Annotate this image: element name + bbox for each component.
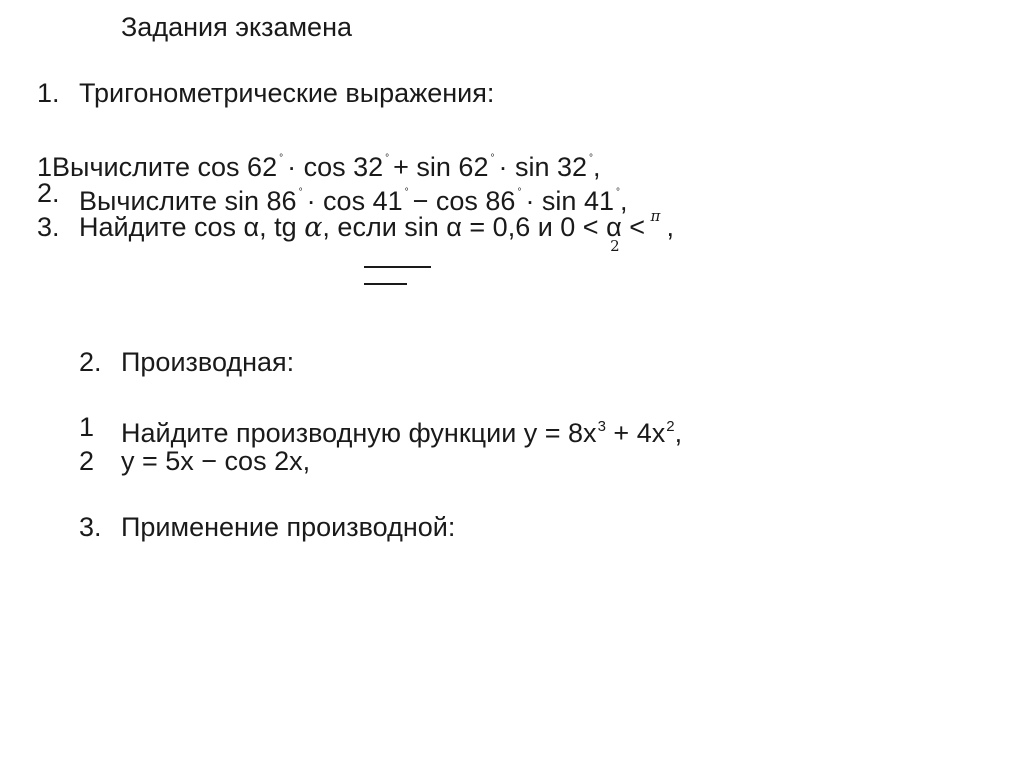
task-3-text-b: , если sin α = 0,6 и 0 < [322,212,599,242]
trig-task-3 [79,207,675,255]
pi-over-two [650,207,667,243]
exponent: 2 [666,418,675,435]
degree-sign: ° [517,187,522,198]
degree-sign: ° [404,187,409,198]
section-2-heading: Производная: [121,347,295,377]
task-1-part-3: + sin 62 [393,152,489,182]
derivative-task-2-number: 2 [79,446,95,476]
page-title: Задания экзамена [121,12,353,42]
degree-sign: ° [298,187,303,198]
task-1-tail: , [593,152,601,182]
denominator-two: 2 [610,237,620,255]
fraction-bar [364,283,407,285]
deriv-1-text-b: + 4x [613,418,666,448]
exponent: 3 [597,418,606,435]
degree-sign: ° [589,153,594,164]
trig-task-3-number: 3. [37,212,60,242]
section-2-number: 2. [79,347,102,377]
task-1-part-1: cos 62 [197,152,278,182]
alpha-plain: α [606,212,622,242]
alpha-fraction [606,211,622,255]
degree-sign: ° [615,187,620,198]
task-2-part-3: − cos 86 [412,186,516,216]
deriv-1-text-a: Найдите производную функции y = 8x [121,418,597,448]
task-1-part-4: · sin 32 [498,152,588,182]
pi-symbol: π [650,207,661,225]
task-2-tail: , [619,186,628,216]
task-2-part-2: · cos 41 [306,186,403,216]
section-3-heading: Применение производной: [121,512,456,542]
task-3-tail: , [666,212,675,242]
alpha-symbol: α [304,212,323,243]
derivative-task-1 [121,411,682,449]
section-1-heading: Тригонометрические выражения: [79,78,495,108]
degree-sign: ° [279,153,284,164]
fraction-bar [364,266,431,268]
task-1-part-2: · cos 32 [287,152,384,182]
trig-task-2-number: 2. [37,178,60,208]
task-1-prefix: 1 [37,152,53,182]
derivative-task-1-number: 1 [79,412,95,442]
task-2-verb: Вычислите [79,186,217,216]
section-3-number: 3. [79,512,102,542]
derivative-task-2: y = 5x − cos 2x, [121,446,311,476]
task-2-part-1: sin 86 [224,186,297,216]
section-1-number: 1. [37,78,60,108]
task-3-text-a: Найдите cos α, tg [79,212,297,242]
task-2-part-4: · sin 41 [525,186,614,216]
task-1-verb: Вычислите [52,152,191,182]
task-3-text-c: < [629,212,646,242]
deriv-1-text-c: , [674,418,683,448]
degree-sign: ° [490,153,495,164]
degree-sign: ° [385,153,390,164]
